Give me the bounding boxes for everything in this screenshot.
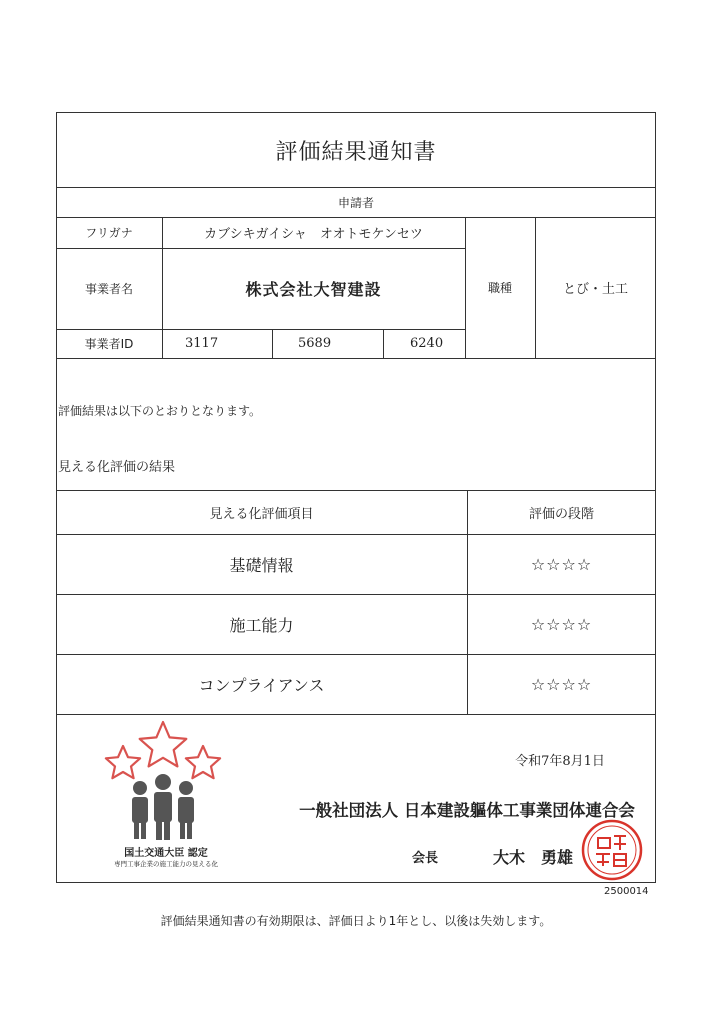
table-row-item: 施工能力 [229, 615, 294, 635]
trade-value: とび・土工 [562, 282, 628, 297]
divider [56, 358, 656, 359]
section-title: 見える化評価の結果 [58, 459, 176, 475]
trade-label: 職種 [487, 281, 512, 295]
divider [383, 329, 384, 358]
star-icon [106, 746, 140, 778]
official-seal-icon [580, 818, 644, 882]
organization-name: 一般社団法人 日本建設軀体工事業団体連合会 [299, 801, 635, 820]
star-icon [186, 746, 220, 778]
table-row-level: ☆☆☆☆ [530, 614, 593, 634]
business-name-value: 株式会社大智建設 [245, 280, 382, 299]
business-id-part-3: 6240 [410, 336, 444, 351]
certification-logo [96, 718, 236, 842]
intro-text: 評価結果は以下のとおりとなります。 [58, 403, 262, 418]
business-id-part-2: 5689 [298, 336, 332, 351]
star-icon [140, 722, 187, 766]
furigana-label: フリガナ [85, 226, 133, 240]
table-row-item: コンプライアンス [198, 675, 325, 695]
table-row-item: 基礎情報 [229, 555, 294, 575]
business-id-label: 事業者ID [84, 337, 134, 351]
divider [56, 714, 656, 715]
furigana-value: カブシキガイシャ オオトモケンセツ [204, 227, 423, 242]
serial-number: 2500014 [604, 885, 649, 897]
table-row-level: ☆☆☆☆ [530, 674, 593, 694]
business-id-part-1: 3117 [185, 336, 219, 351]
workers-icon [132, 774, 194, 840]
president-name: 大木 勇雄 [492, 847, 573, 867]
table-header-item: 見える化評価項目 [209, 506, 314, 522]
president-title: 会長 [411, 850, 438, 866]
divider [272, 329, 273, 358]
logo-line-1: 国土交通大臣 認定 [124, 847, 208, 859]
logo-line-2: 専門工事企業の施工能力の見える化 [114, 859, 218, 868]
page-title: 評価結果通知書 [275, 139, 437, 165]
business-name-label: 事業者名 [84, 282, 133, 296]
issue-date: 令和7年8月1日 [515, 753, 605, 769]
table-header-level: 評価の段階 [528, 506, 594, 522]
applicant-header: 申請者 [337, 195, 374, 210]
validity-note: 評価結果通知書の有効期限は、評価日より1年とし、以後は失効します。 [160, 913, 552, 928]
table-row-level: ☆☆☆☆ [530, 554, 593, 574]
